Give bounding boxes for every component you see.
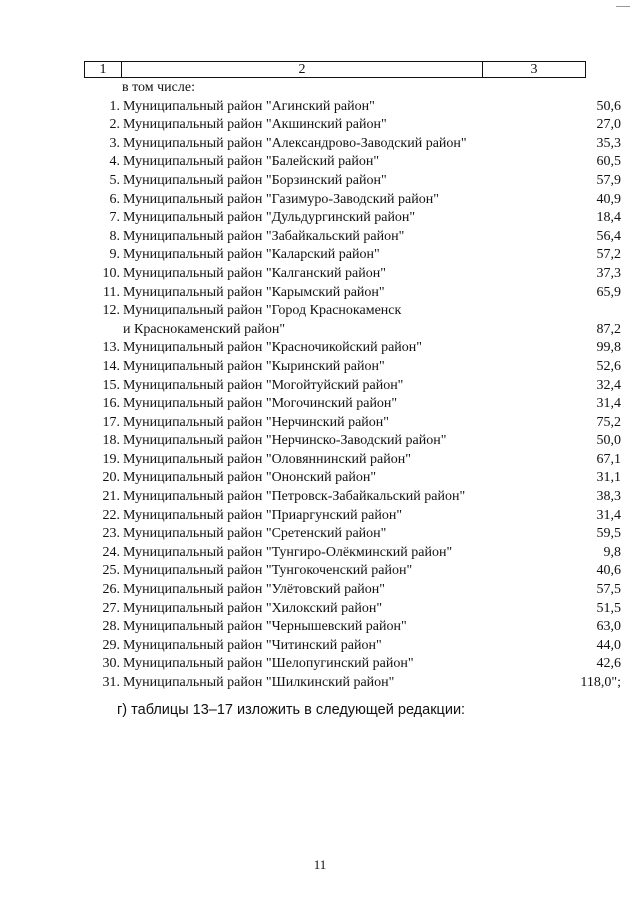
- row-name: Муниципальный район "Хилокский район": [123, 600, 383, 616]
- table-row: [96, 228, 621, 247]
- table-row: [96, 655, 621, 674]
- row-name: Муниципальный район "Чернышевский район": [123, 619, 407, 635]
- row-value: 44,0: [596, 637, 621, 653]
- district-list: [96, 79, 621, 693]
- row-value: 57,5: [596, 582, 621, 598]
- row-name: Муниципальный район "Агинский район": [123, 98, 375, 114]
- row-number: 29.: [102, 637, 120, 653]
- row-number: 30.: [102, 656, 120, 672]
- row-number: 20.: [102, 470, 120, 486]
- row-value: 118,0";: [580, 675, 621, 690]
- table-row: [96, 637, 621, 656]
- row-name: Муниципальный район "Нерчинско-Заводский район": [123, 433, 447, 449]
- row-value: 35,3: [596, 135, 621, 151]
- row-name: [120, 302, 520, 339]
- table-row: [96, 618, 621, 637]
- row-name: Муниципальный район "Тунгиро-Олёкминский район": [123, 544, 453, 560]
- table-row: [96, 581, 621, 600]
- row-number: 3.: [109, 135, 120, 151]
- list-intro: в том числе:: [122, 80, 195, 95]
- row-name: Муниципальный район "Оловяннинский район": [123, 451, 411, 467]
- row-name: Муниципальный район "Могочинский район": [123, 396, 398, 412]
- row-number: 13.: [102, 340, 120, 356]
- table-row: [96, 451, 621, 470]
- row-name: Муниципальный район "Каларский район": [123, 247, 380, 263]
- row-name: Муниципальный район "Тунгокоченский район": [123, 563, 413, 579]
- row-name: Муниципальный район "Кыринский район": [123, 358, 385, 374]
- row-value: 67,1: [596, 451, 621, 467]
- row-number: 19.: [102, 451, 120, 467]
- amendment-instruction: г) таблицы 13–17 изложить в следующей редакции:: [117, 702, 466, 718]
- table-row: [96, 544, 621, 563]
- row-value: 99,8: [596, 340, 621, 356]
- row-number: 9.: [109, 247, 120, 263]
- row-number: 28.: [102, 619, 120, 635]
- row-value: 59,5: [596, 526, 621, 542]
- row-number: 23.: [102, 526, 120, 542]
- table-row: [96, 377, 621, 396]
- row-value: 50,0: [596, 433, 621, 449]
- row-number: 18.: [102, 433, 120, 449]
- table-row: [96, 674, 621, 693]
- row-number: 21.: [102, 489, 120, 505]
- row-value: 51,5: [596, 600, 621, 616]
- row-number: 27.: [102, 600, 120, 616]
- row-number: 15.: [102, 377, 120, 393]
- row-number: 22.: [102, 507, 120, 523]
- table-row: [96, 153, 621, 172]
- table-row: [96, 172, 621, 191]
- row-name-line-1: Муниципальный район "Город Краснокаменск: [123, 303, 402, 319]
- row-name: Муниципальный район "Дульдургинский район": [123, 210, 416, 226]
- header-col-3: 3: [530, 62, 538, 77]
- row-value: 87,2: [596, 321, 621, 337]
- row-number: 16.: [102, 396, 120, 412]
- row-name: Муниципальный район "Шелопугинский район": [123, 656, 414, 672]
- row-number: 14.: [102, 358, 120, 374]
- row-value: 38,3: [596, 489, 621, 505]
- row-name: Муниципальный район "Могойтуйский район": [123, 377, 404, 393]
- row-number: 17.: [102, 414, 120, 430]
- row-number: 26.: [102, 582, 120, 598]
- row-name: Муниципальный район "Сретенский район": [123, 526, 387, 542]
- row-number: 2.: [109, 117, 120, 133]
- row-name: Муниципальный район "Александрово-Заводский район": [123, 135, 467, 151]
- row-number: 10.: [102, 265, 120, 281]
- row-value: 32,4: [596, 377, 621, 393]
- table-row: [96, 414, 621, 433]
- table-row: [96, 600, 621, 619]
- row-value: 31,4: [596, 507, 621, 523]
- row-number: 11.: [103, 284, 120, 300]
- page-number: 11: [313, 857, 327, 872]
- row-name: Муниципальный район "Забайкальский район": [123, 228, 405, 244]
- table-row: [96, 525, 621, 544]
- row-name: Муниципальный район "Нерчинский район": [123, 414, 389, 430]
- table-row: [96, 209, 621, 228]
- row-name: Муниципальный район "Улётовский район": [123, 582, 385, 598]
- table-row: [96, 488, 621, 507]
- table-row: [96, 339, 621, 358]
- table-header: [84, 61, 586, 78]
- row-number: 4.: [109, 154, 120, 170]
- row-number: 25.: [102, 563, 120, 579]
- table-row: [96, 191, 621, 210]
- row-number: 31.: [102, 675, 120, 690]
- row-number: 7.: [109, 210, 120, 226]
- table-row: [96, 265, 621, 284]
- row-name: Муниципальный район "Борзинский район": [123, 172, 387, 188]
- row-name: Муниципальный район "Калганский район": [123, 265, 386, 281]
- table-row: [96, 135, 621, 154]
- row-value: 56,4: [596, 228, 621, 244]
- row-value: 57,9: [596, 172, 621, 188]
- table-row: [96, 302, 621, 339]
- row-value: 65,9: [596, 284, 621, 300]
- row-name: Муниципальный район "Красночикойский район": [123, 340, 422, 356]
- table-row: [96, 358, 621, 377]
- row-name: Муниципальный район "Газимуро-Заводский район": [123, 191, 439, 207]
- row-name: Муниципальный район "Читинский район": [123, 637, 382, 653]
- row-value: 9,8: [603, 544, 621, 560]
- header-col-2: 2: [122, 62, 483, 77]
- row-name: Муниципальный район "Акшинский район": [123, 117, 387, 133]
- row-value: 50,6: [596, 98, 621, 114]
- table-row: [96, 562, 621, 581]
- table-row: [96, 507, 621, 526]
- row-name: Муниципальный район "Ононский район": [123, 470, 377, 486]
- header-col-1: 1: [85, 62, 122, 77]
- table-row: [96, 116, 621, 135]
- row-value: 37,3: [596, 265, 621, 281]
- table-row: [96, 432, 621, 451]
- corner-mark: [616, 6, 630, 7]
- row-value: 40,9: [596, 191, 621, 207]
- table-row: [96, 246, 621, 265]
- row-number: 12.: [102, 303, 120, 319]
- table-row: [96, 98, 621, 117]
- row-number: 1.: [109, 98, 120, 114]
- row-value: 18,4: [596, 210, 621, 226]
- row-number: 24.: [102, 544, 120, 560]
- table-row: [96, 469, 621, 488]
- row-value: 52,6: [596, 358, 621, 374]
- row-value: 75,2: [596, 414, 621, 430]
- row-name: Муниципальный район "Приаргунский район": [123, 507, 403, 523]
- row-name: Муниципальный район "Петровск-Забайкальский район": [123, 489, 466, 505]
- row-name: Муниципальный район "Балейский район": [123, 154, 380, 170]
- row-name: Муниципальный район "Шилкинский район": [123, 675, 395, 690]
- row-value: 27,0: [596, 117, 621, 133]
- row-name-line-2: и Краснокаменский район": [123, 321, 286, 337]
- row-number: 8.: [109, 228, 120, 244]
- row-name: Муниципальный район "Карымский район": [123, 284, 385, 300]
- row-value: 63,0: [596, 619, 621, 635]
- row-value: 31,4: [596, 396, 621, 412]
- table-row: [96, 284, 621, 303]
- row-value: 57,2: [596, 247, 621, 263]
- row-value: 42,6: [596, 656, 621, 672]
- row-value: 31,1: [596, 470, 621, 486]
- row-number: 5.: [109, 172, 120, 188]
- row-number: 6.: [109, 191, 120, 207]
- row-value: 60,5: [596, 154, 621, 170]
- table-row: [96, 395, 621, 414]
- row-value: 40,6: [596, 563, 621, 579]
